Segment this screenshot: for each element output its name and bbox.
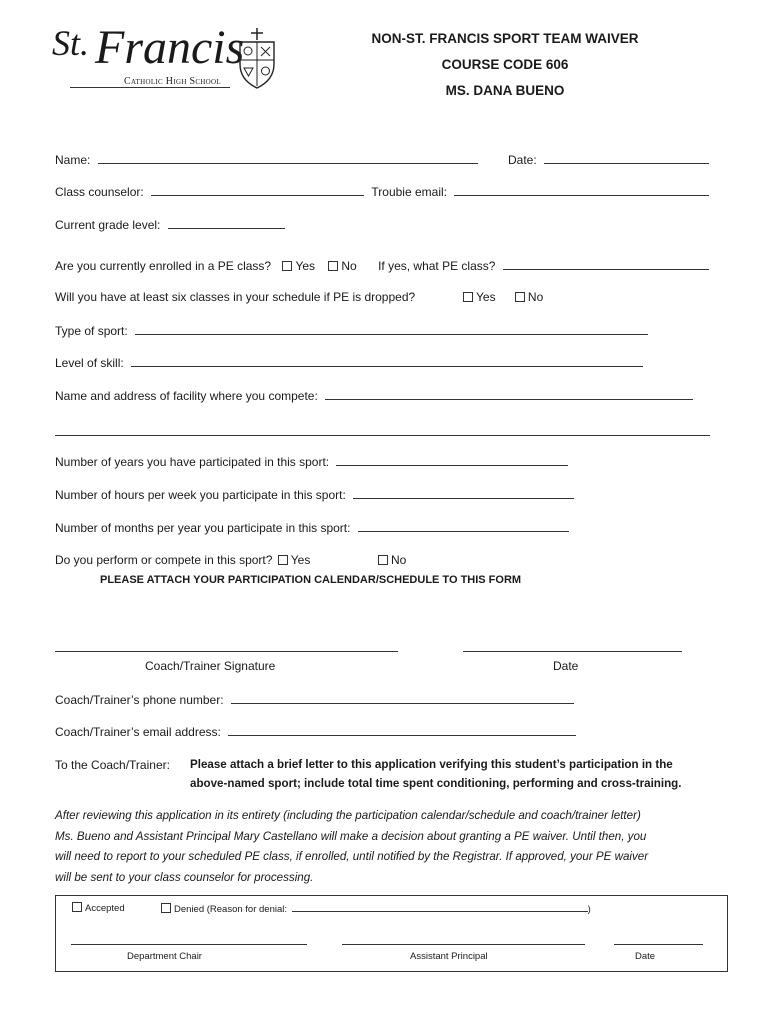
office-date-label: Date [635, 951, 656, 962]
sport-type-label: Type of sport: [55, 324, 128, 338]
pe-yes-checkbox[interactable] [282, 261, 292, 271]
pe-which-label: If yes, what PE class? [378, 259, 496, 273]
coach-phone-label: Coach/Trainer’s phone number: [55, 693, 224, 707]
class-counselor-label: Class counselor: [55, 185, 144, 199]
to-coach-label: To the Coach/Trainer: [55, 758, 170, 772]
coach-date-label: Date [553, 659, 579, 673]
six-yes-option[interactable]: Yes [463, 290, 496, 304]
denial-reason-input[interactable] [292, 902, 588, 912]
years-label: Number of years you have participated in this sport: [55, 455, 330, 469]
months-label: Number of months per year you participate in this sport: [55, 521, 351, 535]
asst-principal-label: Assistant Principal [410, 951, 488, 962]
class-counselor-input[interactable] [151, 184, 364, 196]
waiver-title: NON-ST. FRANCIS SPORT TEAM WAIVER [371, 31, 639, 46]
attach-notice: PLEASE ATTACH YOUR PARTICIPATION CALENDAR/SCHEDULE TO THIS FORM [100, 574, 522, 586]
skill-input[interactable] [131, 355, 643, 367]
logo-underline [70, 87, 230, 88]
date-input[interactable] [544, 152, 709, 164]
six-classes-label: Will you have at least six classes in your schedule if PE is dropped? [55, 290, 416, 304]
date-label: Date: [508, 153, 537, 167]
logo-francis-text: Francis [95, 21, 245, 74]
troubie-email-label: Troubie email: [371, 185, 447, 199]
coach-phone-input[interactable] [231, 692, 574, 704]
name-label: Name: [55, 153, 91, 167]
facility-input-line2[interactable] [55, 435, 710, 436]
years-input[interactable] [336, 454, 568, 466]
six-no-checkbox[interactable] [515, 292, 525, 302]
perform-no-option[interactable]: No [378, 553, 406, 567]
coach-instruction-line1: Please attach a brief letter to this application verifying this student’s participation in the [190, 758, 673, 771]
facility-label: Name and address of facility where you compete: [55, 389, 318, 403]
course-code: COURSE CODE 606 [441, 57, 569, 72]
pe-yes-option[interactable]: Yes [282, 259, 315, 273]
perform-yes-checkbox[interactable] [278, 555, 288, 565]
coach-instruction-line2: above-named sport; include total time spent conditioning, performing and cross-training. [190, 777, 682, 790]
hours-label: Number of hours per week you participate in this sport: [55, 488, 346, 502]
skill-label: Level of skill: [55, 356, 124, 370]
office-date-input[interactable] [614, 944, 703, 945]
hours-input[interactable] [353, 487, 574, 499]
pe-enrolled-label: Are you currently enrolled in a PE class? [55, 259, 272, 273]
coach-email-label: Coach/Trainer’s email address: [55, 725, 221, 739]
pe-which-input[interactable] [503, 258, 709, 270]
name-input[interactable] [98, 152, 478, 164]
pe-no-option[interactable]: No [328, 259, 356, 273]
coach-signature-label: Coach/Trainer Signature [145, 659, 276, 673]
perform-yes-option[interactable]: Yes [278, 553, 311, 567]
denied-option[interactable]: Denied (Reason for denial: [161, 904, 287, 915]
review-paragraph: After reviewing this application in its entirety (including the participation calendar/schedule and coach/trainer letter) Ms. Bueno and Assistant Principal Mary Castellano will make a decision about granting a PE waiver. Until then, you will need to report to your scheduled PE class, if enrolled, until notified by the Registrar. If approved, your PE waiver will be sent to your class counselor for processing. [55, 809, 649, 884]
dept-chair-label: Department Chair [127, 951, 202, 962]
perform-no-checkbox[interactable] [378, 555, 388, 565]
asst-principal-signature-input[interactable] [342, 944, 585, 945]
sport-type-input[interactable] [135, 323, 648, 335]
logo-st-text: St. [52, 23, 90, 63]
denied-checkbox[interactable] [161, 903, 171, 913]
pe-no-checkbox[interactable] [328, 261, 338, 271]
crest-icon [234, 26, 280, 90]
six-no-option[interactable]: No [515, 290, 543, 304]
teacher-name: MS. DANA BUENO [445, 83, 565, 98]
facility-input[interactable] [325, 388, 693, 400]
accepted-option[interactable]: Accepted [72, 903, 125, 914]
accepted-checkbox[interactable] [72, 902, 82, 912]
six-yes-checkbox[interactable] [463, 292, 473, 302]
perform-label: Do you perform or compete in this sport? [55, 553, 273, 567]
troubie-email-input[interactable] [454, 184, 709, 196]
coach-signature-input[interactable] [55, 651, 398, 652]
months-input[interactable] [358, 520, 569, 532]
grade-label: Current grade level: [55, 218, 161, 232]
grade-input[interactable] [168, 217, 285, 229]
coach-date-input[interactable] [463, 651, 682, 652]
coach-email-input[interactable] [228, 724, 576, 736]
logo-subtitle: Catholic High School [124, 76, 221, 87]
dept-chair-signature-input[interactable] [71, 944, 307, 945]
